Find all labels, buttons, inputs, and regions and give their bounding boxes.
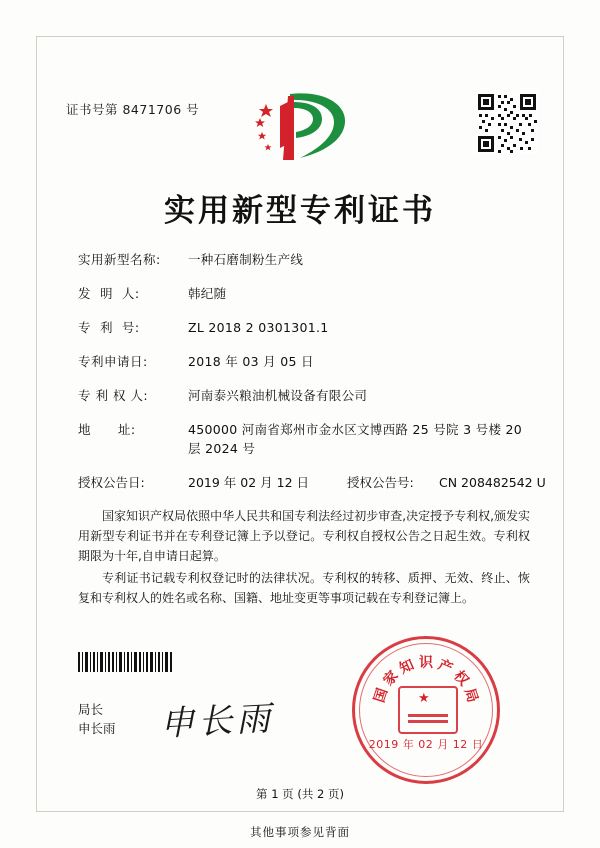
field-value: 河南泰兴粮油机械设备有限公司 bbox=[188, 388, 368, 403]
page-title: 实用新型专利证书 bbox=[164, 193, 436, 229]
certificate-number: 证书号第 8471706 号 bbox=[66, 102, 200, 117]
field-value: CN 208482542 U bbox=[439, 475, 546, 490]
announcement-number-cell bbox=[347, 473, 546, 492]
legal-paragraph-1: 国家知识产权局依照中华人民共和国专利法经过初步审查,决定授予专利权,颁发实用新型专利证书并在专利登记簿上予以登记。专利权自授权公告之日起生效。专利权期限为十年,自申请日起算。 bbox=[78, 509, 530, 563]
field-label: 授权公告号: bbox=[347, 475, 414, 490]
field-value: ZL 2018 2 0301301.1 bbox=[188, 320, 329, 335]
barcode bbox=[78, 652, 174, 672]
announcement-date-cell bbox=[78, 473, 309, 492]
field-label: 发 明 人: bbox=[78, 286, 140, 301]
field-value: 2018 年 03 月 05 日 bbox=[188, 354, 314, 369]
signature-label-title: 局长 bbox=[78, 702, 104, 717]
handwritten-signature: 申长雨 bbox=[159, 698, 276, 745]
field-list bbox=[78, 250, 546, 505]
field-value: 一种石磨制粉生产线 bbox=[188, 252, 304, 267]
qr-code bbox=[476, 92, 538, 154]
legal-text bbox=[78, 506, 530, 610]
footer-note: 其他事项参见背面 bbox=[250, 825, 350, 839]
field-value: 450000 河南省郑州市金水区文博西路 25 号院 3 号楼 20 层 2024 号 bbox=[188, 422, 523, 456]
field-value: 2019 年 02 月 12 日 bbox=[188, 475, 309, 490]
field-row-address bbox=[78, 420, 528, 458]
field-label: 授权公告日: bbox=[78, 475, 145, 490]
field-label: 地 址: bbox=[78, 422, 136, 437]
field-label: 实用新型名称: bbox=[78, 252, 161, 267]
page-number: 第 1 页 (共 2 页) bbox=[256, 787, 344, 801]
field-label: 专 利 号: bbox=[78, 320, 140, 335]
cnipa-logo bbox=[250, 88, 350, 166]
field-row-name bbox=[78, 250, 528, 269]
field-row-application-date bbox=[78, 352, 528, 371]
seal-ring-text: 国 家 知 识 产 权 局 bbox=[371, 655, 481, 705]
field-row-inventor bbox=[78, 284, 528, 303]
field-row-announcement bbox=[78, 473, 546, 492]
seal-date: 2019 年 02 月 12 日 bbox=[368, 738, 484, 751]
field-row-patentee bbox=[78, 386, 528, 405]
field-label: 专利申请日: bbox=[78, 354, 148, 369]
signature-labels bbox=[78, 700, 116, 738]
field-label: 专 利 权 人: bbox=[78, 388, 149, 403]
signature-label-name: 申长雨 bbox=[78, 721, 116, 736]
official-seal bbox=[352, 636, 500, 784]
field-row-patent-number bbox=[78, 318, 528, 337]
seal-star-icon: ★ bbox=[418, 691, 430, 706]
field-value: 韩纪随 bbox=[188, 286, 227, 301]
seal-emblem-icon bbox=[398, 686, 458, 734]
legal-paragraph-2: 专利证书记载专利权登记时的法律状况。专利权的转移、质押、无效、终止、恢复和专利权人的姓名或名称、国籍、地址变更等事项记载在专利登记簿上。 bbox=[78, 571, 530, 605]
